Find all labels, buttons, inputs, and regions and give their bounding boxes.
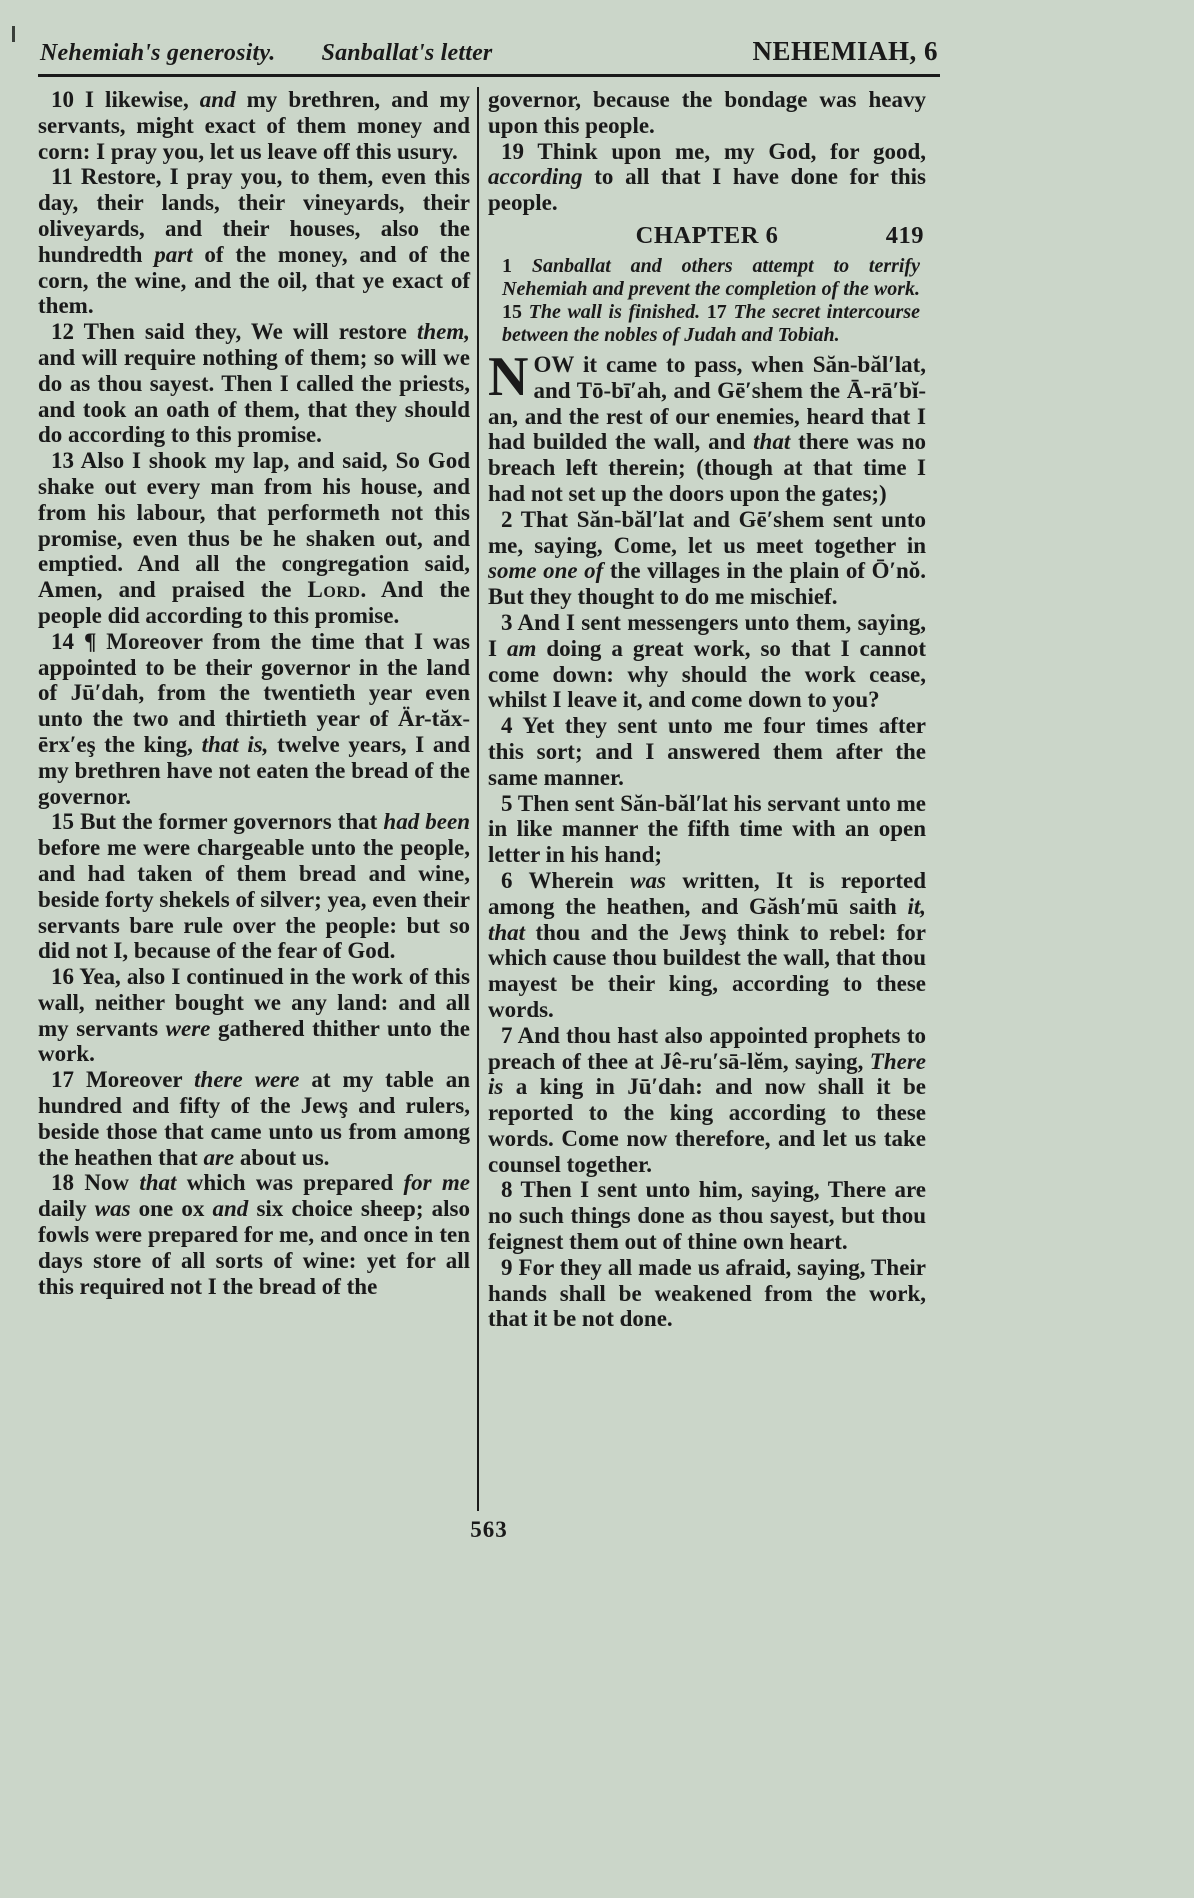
supplied-word-italic: There is	[488, 1048, 926, 1100]
supplied-word-italic: The secret intercourse between the nobles of Judah and Tobiah.	[502, 300, 920, 346]
verse-text-run: 6 Wherein	[501, 867, 631, 893]
verse-paragraph	[38, 164, 470, 319]
supplied-word-italic: and	[212, 1196, 249, 1222]
supplied-word-italic: according	[488, 164, 583, 190]
chapter-title: CHAPTER 6	[635, 221, 779, 249]
supplied-word-italic: am	[506, 635, 537, 661]
verse-text-run: 5 Then sent Săn-băl′lat his servant unto me in like manner the fifth time with an open letter in his hand;	[488, 790, 926, 868]
verse-text-run: gathered thither unto the work.	[38, 1015, 470, 1067]
verse-paragraph	[488, 345, 926, 507]
verse-text-run: 18 Now	[51, 1170, 140, 1196]
running-header-left-group	[40, 40, 492, 67]
verse-text-run: 16 Yea, also I continued in the work of this wall, neither bought we any land: and all my servants	[38, 964, 470, 1041]
verse-text-run: 3 And I sent messengers unto them, saying, I	[488, 609, 926, 661]
page-number: 563	[470, 1517, 508, 1542]
verse-text-run: the villages in the plain of Ō′nŏ. But they thought to do me mischief.	[488, 558, 926, 610]
supplied-word-italic: some one of	[488, 558, 604, 584]
verse-text-run: 19 Think upon me, my God, for good,	[501, 138, 926, 164]
running-head-book-chapter: NEHEMIAH, 6	[752, 36, 938, 66]
supplied-word-italic: Sanballat and others attempt to terrify Nehemiah and prevent the completion of the work.	[502, 254, 921, 300]
verse-paragraph	[38, 448, 470, 629]
supplied-word-italic: The wall is finished.	[528, 300, 701, 323]
verse-paragraph	[488, 507, 926, 610]
verse-text-run: 2 That Săn-băl′lat and Gē′shem sent unto me, saying, Come, let us meet together in	[488, 506, 926, 558]
supplied-word-italic: that	[753, 429, 791, 455]
verse-paragraph	[488, 791, 926, 868]
verse-text-run: of the money, and of the corn, the wine, and the oil, that ye exact of them.	[38, 241, 470, 319]
verse-paragraph	[38, 964, 470, 1067]
running-head-left: Nehemiah's generosity.	[40, 40, 276, 66]
verse-paragraph	[488, 87, 926, 139]
supplied-word-italic: and	[199, 87, 236, 112]
verse-text-run: 17 Moreover	[51, 1067, 195, 1093]
verse-text-run: six choice sheep; also fowls were prepared for me, and once in ten days store of all sorts of wine: yet for all this required not I the bread of the	[38, 1196, 471, 1299]
verse-text-run: 11 Restore, I pray you, to them, even this day, their lands, their vineyards, their oliveyards, and their houses, also the hundredth	[38, 164, 470, 267]
verse-text-run: 17	[700, 300, 734, 323]
supplied-word-italic: had been	[383, 809, 470, 835]
verse-text-run: 10 I likewise,	[51, 87, 200, 112]
verse-text-run: one ox	[130, 1196, 213, 1222]
supplied-word-italic: it, that	[488, 893, 926, 945]
chapter-summary	[488, 255, 926, 347]
verse-text-run: . And the people did according to this promise.	[38, 577, 470, 628]
chapter-heading	[488, 221, 926, 251]
verse-text-run: about us.	[234, 1144, 330, 1170]
verse-text-run: before me were chargeable unto the people, and had taken of them bread and wine, beside forty shekels of silver; yea, even their servants bare rule over the people: but so did not I, because of the fear of God.	[38, 835, 470, 964]
divine-name-smallcaps: Lord	[307, 577, 361, 603]
verse-text-run: doing a great work, so that I cannot come down: why should the work cease, whilst I leave it, and come down to you?	[488, 635, 926, 713]
verse-paragraph	[38, 809, 470, 964]
running-header	[38, 36, 940, 67]
right-column	[480, 87, 926, 1511]
verse-text-run: to all that I have done for this people.	[488, 164, 926, 216]
running-head-center: Sanballat's letter	[321, 40, 493, 66]
verse-text-run: 9 For they all made us afraid, saying, Their hands shall be weakened from the work, that it be not done.	[488, 1254, 926, 1332]
verse-text-run: written, It is reported among the heathen, and Găsh′mū saith	[488, 867, 926, 919]
verse-text-run: 12 Then said they, We will restore	[51, 319, 417, 345]
verse-paragraph	[38, 1067, 470, 1170]
verse-text-run: OW it came to pass, when Săn-băl′lat, and Tō-bī′ah, and Gē′shem the Ā-rā′bĭ-an, and the rest of our enemies, heard that I had builded the wall, and	[488, 351, 926, 455]
verse-text-run: at my table an hundred and fifty of the Jewş and rulers, beside those that came unto us from among the heathen that	[38, 1067, 470, 1170]
verse-text-run: 1	[502, 254, 532, 277]
supplied-word-italic: for me	[403, 1170, 470, 1196]
header-rule	[38, 74, 940, 77]
verse-text-run: a king in Jū′dah: and now shall it be reported to the king according to these words. Come now therefore, and let us take counsel together.	[488, 1074, 926, 1177]
verse-text-run: thou and the Jewş think to rebel: for which cause thou buildest the wall, that thou mayest be their king, according to these words.	[488, 919, 926, 1022]
verse-text-run: 8 Then I sent unto him, saying, There are no such things done as thou sayest, but thou feignest them out of thine own heart.	[488, 1177, 926, 1255]
verse-text-run: 13 Also I shook my lap, and said, So God shake out every man from his house, and from his labour, that performeth not this promise, even thus be he shaken out, and emptied. And all the congregation said, Amen, and praised the	[38, 448, 470, 603]
left-column	[38, 87, 476, 1511]
verse-text-run: which was prepared	[176, 1170, 404, 1196]
supplied-word-italic: are	[203, 1144, 235, 1170]
supplied-word-italic: were	[165, 1015, 211, 1041]
page-footer	[38, 1517, 940, 1543]
verse-paragraph	[488, 1023, 926, 1178]
supplied-word-italic: that is,	[201, 731, 269, 757]
supplied-word-italic: was	[630, 867, 666, 893]
drop-cap-letter: N	[488, 345, 529, 408]
supplied-word-italic: them,	[416, 319, 470, 345]
verse-paragraph	[38, 87, 470, 164]
chapter-ref-number: 419	[885, 221, 924, 249]
column-divider-rule	[477, 87, 479, 1511]
page-content	[38, 36, 940, 1543]
verse-text-run: 15 But the former governors that	[51, 809, 384, 835]
supplied-word-italic: that	[139, 1170, 177, 1196]
two-column-text-block	[38, 87, 940, 1511]
verse-text-run: 4 Yet they sent unto me four times after this sort; and I answered them after the same manner.	[488, 713, 926, 790]
verse-paragraph	[38, 1170, 470, 1299]
verse-paragraph	[488, 1255, 926, 1332]
verse-text-run: and will require nothing of them; so will we do as thou sayest. Then I called the priests, and took an oath of them, that they should do according to this promise.	[38, 344, 470, 448]
verse-paragraph	[488, 713, 926, 790]
verse-text-run: governor, because the bondage was heavy upon this people.	[488, 87, 926, 138]
verse-paragraph	[488, 1177, 926, 1254]
verse-text-run: daily	[38, 1196, 95, 1222]
supplied-word-italic: was	[94, 1196, 131, 1222]
verse-paragraph	[38, 319, 470, 448]
verse-text-run: 7 And thou hast also appointed prophets to preach of thee at Jê-ru′sā-lĕm, saying,	[488, 1022, 926, 1074]
verse-paragraph	[488, 139, 926, 216]
verse-paragraph	[488, 868, 926, 1023]
verse-text-run: 14 ¶ Moreover from the time that I was appointed to be their governor in the land of Jū′dah, from the twentieth year even unto the two and thirtieth year of Är-tăx-ērx′eş the king,	[38, 628, 470, 757]
verse-paragraph	[488, 610, 926, 713]
verse-text-run: twelve years, I and my brethren have not eaten the bread of the governor.	[38, 731, 470, 809]
verse-text-run: 15	[502, 300, 529, 323]
scan-artifact-mark	[12, 26, 15, 42]
verse-text-run: there was no breach left therein; (though at that time I had not set up the doors upon the gates;)	[488, 429, 926, 506]
supplied-word-italic: part	[154, 241, 193, 267]
verse-text-run: my brethren, and my servants, might exact of them money and corn: I pray you, let us leave off this usury.	[38, 87, 470, 164]
supplied-word-italic: there were	[194, 1067, 300, 1093]
verse-paragraph	[38, 629, 470, 810]
